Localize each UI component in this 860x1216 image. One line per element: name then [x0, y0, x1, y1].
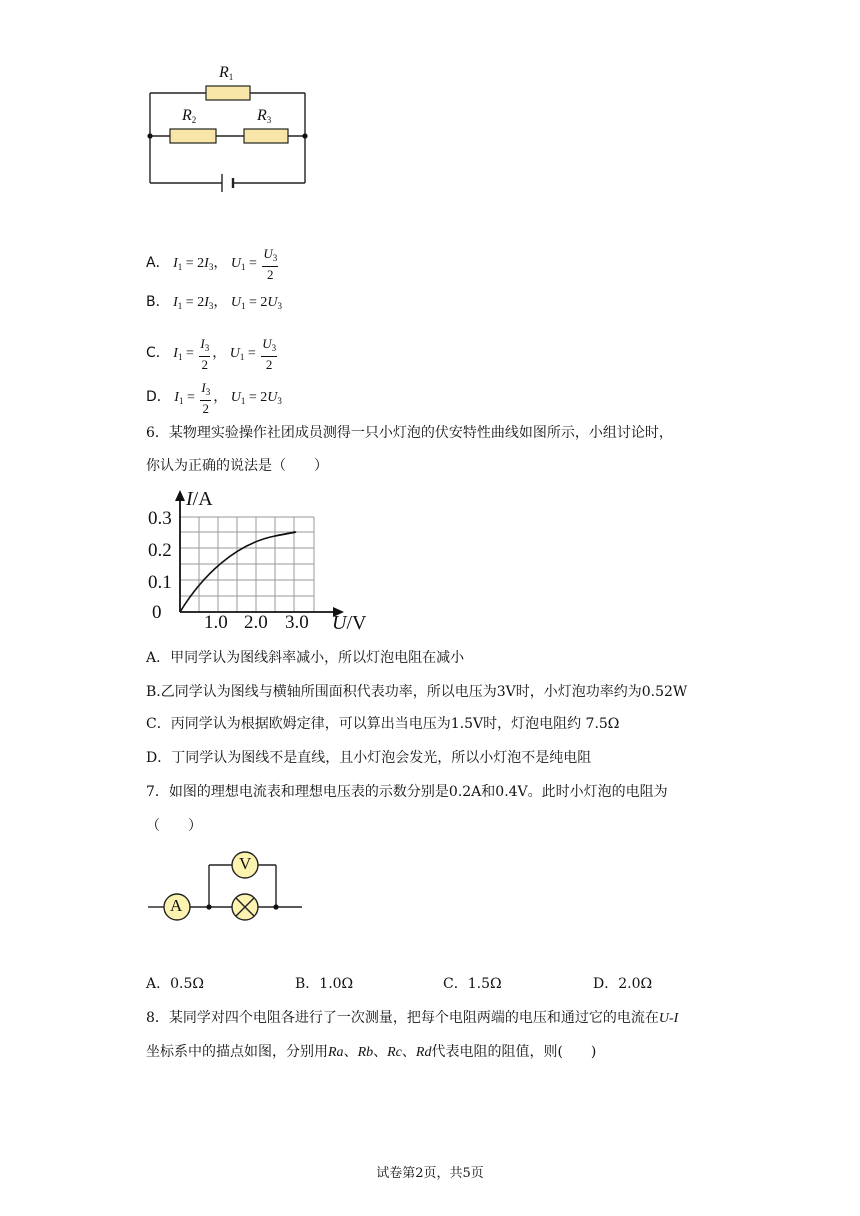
graph-y-tick-0.2: 0.2: [148, 540, 172, 561]
graph-x-axis-label: U/V: [332, 612, 367, 634]
ammeter-label: A: [170, 896, 183, 915]
label-r2: $R_2$: [182, 107, 197, 125]
q6-option-c[interactable]: C．丙同学认为根据欧姆定律，可以算出当电压为1.5V时，灯泡电阻约 7.5Ω: [146, 716, 620, 732]
page-footer: 试卷第2页，共5页: [376, 1166, 484, 1181]
graph-x-tick-2.0: 2.0: [244, 612, 268, 633]
graph-x-tick-1.0: 1.0: [204, 612, 228, 633]
q6-stem-line2: 你认为正确的说法是（ ）: [146, 458, 328, 474]
q7-option-c[interactable]: C．1.5Ω: [443, 976, 502, 992]
lamp-icon: [232, 894, 258, 920]
q8-stem-line1: 8．某同学对四个电阻各进行了一次测量，把每个电阻两端的电压和通过它的电流在U-I: [146, 1010, 679, 1026]
graph-x-tick-3.0: 3.0: [285, 612, 309, 633]
graph-y-tick-0: 0: [152, 602, 162, 623]
q5-option-c[interactable]: C． $I_1$ = $\frac{I_3}{2}$ ， $U_1$ = $\frac{U_3}{2}$: [146, 336, 277, 372]
label-r1: $R_1$: [219, 64, 234, 82]
resistor-r1: [206, 86, 250, 100]
resistor-r3: [244, 129, 288, 143]
label-r3: $R_3$: [257, 107, 272, 125]
q6-stem-line1: 6．某物理实验操作社团成员测得一只小灯泡的伏安特性曲线如图所示，小组讨论时，: [146, 425, 673, 441]
q5-option-a[interactable]: A． $I_1 = 2I_3$， $U_1$ = $\frac{U_3}{2}$: [146, 246, 278, 282]
voltmeter-label: V: [239, 854, 252, 873]
q7-stem-line2: （ ）: [146, 818, 202, 834]
graph-y-tick-0.3: 0.3: [148, 508, 172, 529]
q6-option-b[interactable]: B.乙同学认为图线与横轴所围面积代表功率，所以电压为3V时，小灯泡功率约为0.52W: [146, 684, 688, 700]
q5-option-d[interactable]: D． $I_1$ = $\frac{I_3}{2}$ ， $U_1 = 2U_3$: [146, 380, 282, 416]
q6-option-d[interactable]: D．丁同学认为图线不是直线，且小灯泡会发光，所以小灯泡不是纯电阻: [146, 750, 592, 766]
q7-option-b[interactable]: B．1.0Ω: [295, 976, 354, 992]
q8-stem-line2: 坐标系中的描点如图，分别用Ra、Rb、Rc、Rd代表电阻的阻值，则( ): [146, 1044, 597, 1060]
q6-option-a[interactable]: A．甲同学认为图线斜率减小，所以灯泡电阻在减小: [146, 650, 465, 666]
graph-y-tick-0.1: 0.1: [148, 572, 172, 593]
q7-option-d[interactable]: D．2.0Ω: [593, 976, 653, 992]
q7-option-a[interactable]: A．0.5Ω: [146, 976, 204, 992]
q5-option-b[interactable]: B． $I_1 = 2I_3$， $U_1 = 2U_3$: [146, 294, 283, 311]
ammeter-voltmeter-circuit-diagram: [140, 846, 310, 930]
graph-y-axis-label: I/A: [186, 488, 213, 510]
resistor-r2: [170, 129, 216, 143]
q7-stem-line1: 7．如图的理想电流表和理想电压表的示数分别是0.2A和0.4V。此时小灯泡的电阻为: [146, 784, 668, 800]
